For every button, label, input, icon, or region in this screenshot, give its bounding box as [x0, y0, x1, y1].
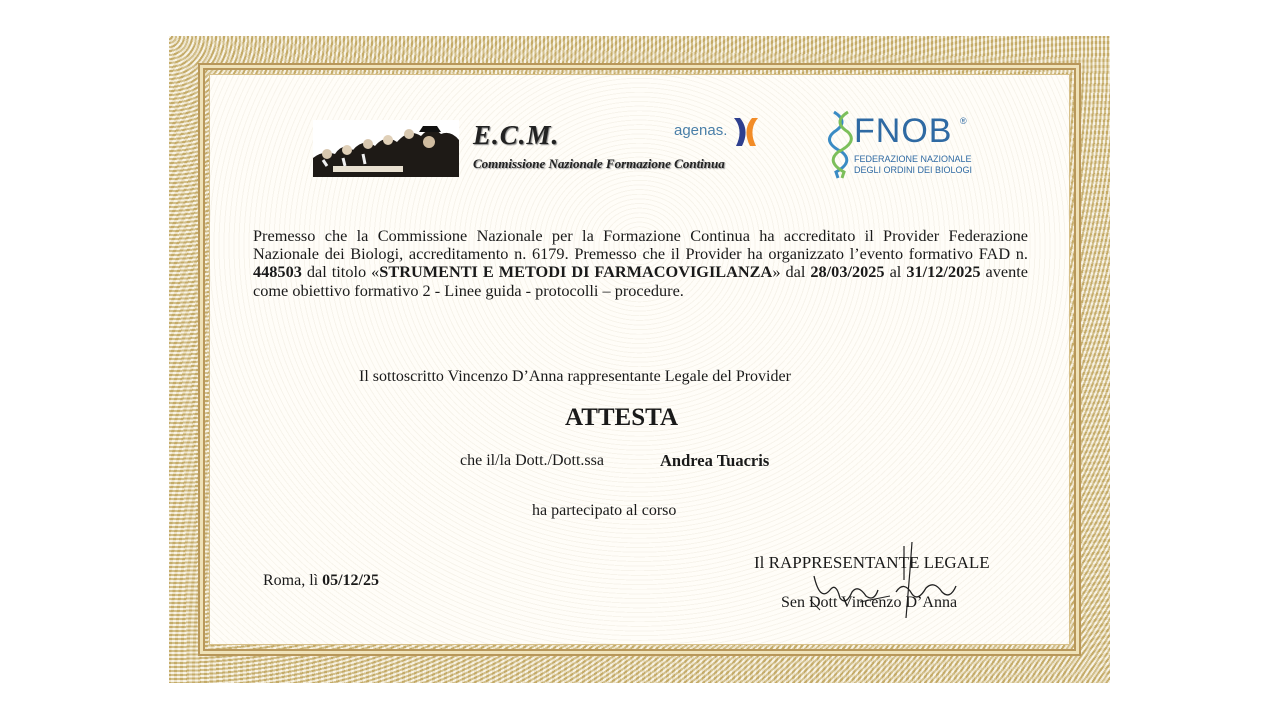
date-from: 28/03/2025	[810, 262, 885, 282]
fnob-subtitle-line2: DEGLI ORDINI DEI BIOLOGI	[854, 165, 973, 175]
legal-representative-name: Sen Dott Vincenzo D’Anna	[781, 594, 958, 611]
body-part-4: al	[889, 262, 902, 282]
participation-statement: ha partecipato al corso	[532, 502, 677, 519]
recipient-prefix: che il/la Dott./Dott.ssa	[460, 452, 604, 469]
place-label: Roma, lì	[263, 572, 319, 589]
ecm-title: E.C.M.	[473, 120, 560, 150]
attesta-heading: ATTESTA	[565, 404, 679, 431]
registered-mark: ®	[960, 116, 967, 126]
agenas-wordmark: agenas.	[674, 122, 728, 139]
certificate-body-paragraph	[253, 227, 1028, 300]
place-and-date	[263, 572, 379, 590]
fnob-subtitle	[854, 154, 972, 176]
dna-helix-icon	[828, 110, 854, 180]
anatomy-lesson-painting-image	[313, 120, 459, 177]
fnob-logo	[828, 110, 978, 182]
date-to: 31/12/2025	[906, 262, 981, 282]
ecm-subtitle: Commissione Nazionale Formazione Continua	[473, 156, 725, 171]
issue-date: 05/12/25	[322, 572, 379, 589]
event-number: 448503	[253, 262, 302, 282]
body-part-3: » dal	[772, 262, 806, 282]
fnob-subtitle-line1: FEDERAZIONE NAZIONALE	[854, 154, 972, 164]
legal-representative-title: Il RAPPRESENTANTE LEGALE	[754, 553, 990, 572]
event-title: STRUMENTI E METODI DI FARMACOVIGILANZA	[379, 262, 773, 282]
fnob-title: FNOB	[854, 112, 953, 150]
agenas-mark-icon	[730, 116, 762, 148]
signatory-statement: Il sottoscritto Vincenzo D’Anna rappresentante Legale del Provider	[359, 368, 791, 385]
body-part-5: avente come obiettivo formativo 2 - Linee guida - protocolli – procedure.	[253, 262, 1029, 300]
body-part-2: dal titolo «	[306, 262, 380, 282]
participant-name: Andrea Tuacris	[660, 451, 770, 470]
body-part-1: Premesso che la Commissione Nazionale per la Formazione Continua ha accreditato il Provider Federazione Nazionale dei Biologi, accreditamento n. 6179. Premesso che il Provider ha organizzato l’evento formativo FAD n.	[253, 226, 1028, 264]
agenas-logo	[674, 114, 764, 150]
